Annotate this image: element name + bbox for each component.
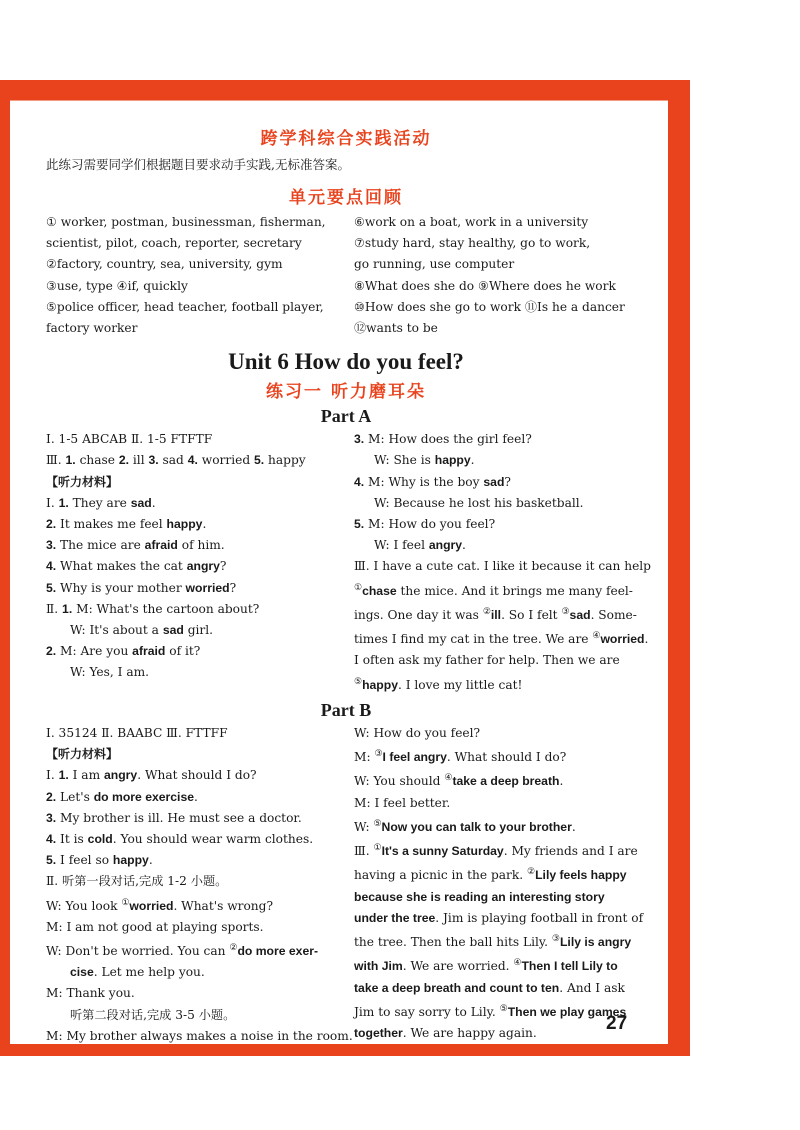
answer-line: Ⅰ. 1-5 ABCAB Ⅱ. 1-5 FTFTF — [46, 432, 213, 447]
part-b-left — [46, 723, 353, 1047]
transcript-line: 2. M: Are you afraid of it? — [46, 644, 201, 659]
transcript-line: 3. M: How does the girl feel? — [354, 432, 532, 447]
transcript-line: W: She is happy. — [374, 453, 475, 468]
transcript-line: I often ask my father for help. Then we are — [354, 653, 620, 668]
transcript-line: the tree. Then the ball hits Lily. ③Lily is angry — [354, 934, 632, 950]
review-line: scientist, pilot, coach, reporter, secretary — [46, 236, 302, 251]
transcript-line: Ⅰ. 1. They are sad. — [46, 495, 156, 510]
transcript-line: with Jim. We are worried. ④Then I tell Lily to — [354, 958, 618, 974]
unit-review-left — [46, 212, 338, 339]
transcript-line: M: I am not good at playing sports. — [46, 919, 264, 934]
page-frame-right — [668, 80, 690, 1056]
exercise-title: 练习一 听力磨耳朵 — [266, 382, 426, 403]
transcript-line: M: ③I feel angry. What should I do? — [354, 749, 567, 765]
review-line: ⑩How does she go to work ⑪Is he a dancer — [354, 299, 625, 314]
review-line: go running, use computer — [354, 257, 515, 272]
transcript-line: under the tree. Jim is playing football in front of — [354, 910, 644, 925]
part-a-title: Part A — [320, 406, 372, 427]
part-b-right — [354, 723, 646, 1047]
unit-title: Unit 6 How do you feel? — [228, 349, 464, 375]
material-label: 【听力材料】 — [46, 474, 119, 489]
transcript-line: 2. Let's do more exercise. — [46, 789, 198, 804]
part-a-right — [354, 429, 651, 696]
transcript-line: 4. It is cold. You should wear warm clothes. — [46, 831, 314, 846]
transcript-line: M: My brother always makes a noise in the room. — [46, 1028, 353, 1043]
unit-review-title: 单元要点回顾 — [289, 188, 403, 208]
part-a-answers — [46, 429, 651, 696]
unit-review-right — [354, 212, 646, 339]
transcript-line: 3. My brother is ill. He must see a doctor. — [46, 810, 302, 825]
review-line: ⑧What does she do ⑨Where does he work — [354, 278, 616, 293]
transcript-line: 5. Why is your mother worried? — [46, 580, 237, 595]
transcript-line: 5. I feel so happy. — [46, 853, 153, 868]
cross-subject-title: 跨学科综合实践活动 — [260, 129, 432, 149]
transcript-line: W: Yes, I am. — [70, 665, 150, 680]
page-frame-top — [0, 80, 690, 100]
review-line: factory worker — [46, 321, 138, 336]
transcript-line: W: Don't be worried. You can ②do more exer- — [46, 943, 319, 959]
review-line: ⑥work on a boat, work in a university — [354, 215, 589, 229]
transcript-line: 4. M: Why is the boy sad? — [354, 474, 511, 489]
material-label: 【听力材料】 — [46, 747, 119, 762]
review-line: ⑫wants to be — [354, 321, 438, 336]
transcript-line: 5. M: How do you feel? — [354, 517, 496, 532]
transcript-line: cise. Let me help you. — [70, 965, 205, 980]
review-line: ⑦study hard, stay healthy, go to work, — [354, 236, 591, 251]
transcript-line: having a picnic in the park. ②Lily feels happy — [354, 867, 627, 883]
transcript-line: 听第二段对话,完成 3-5 小题。 — [70, 1007, 236, 1022]
transcript-line: Ⅰ. 1. I am angry. What should I do? — [46, 768, 257, 783]
part-b-title: Part B — [320, 699, 372, 720]
unit-review-answers — [46, 212, 646, 339]
transcript-line: 3. The mice are afraid of him. — [46, 538, 225, 553]
transcript-line: Ⅱ. 1. M: What's the cartoon about? — [46, 601, 260, 616]
transcript-line: Ⅱ. 听第一段对话,完成 1-2 小题。 — [46, 874, 228, 889]
transcript-line: 2. It makes me feel happy. — [46, 517, 207, 532]
transcript-line: Jim to say sorry to Lily. ⑤Then we play games — [354, 1003, 627, 1019]
transcript-line: together. We are happy again. — [354, 1026, 537, 1041]
transcript-line: times I find my cat in the tree. We are ④worried. — [354, 631, 649, 647]
transcript-line: M: Thank you. — [46, 986, 135, 1001]
transcript-line: W: Because he lost his basketball. — [374, 495, 584, 510]
review-line: ②factory, country, sea, university, gym — [46, 257, 283, 272]
transcript-line: W: You should ④take a deep breath. — [354, 773, 564, 789]
review-line: ① worker, postman, businessman, fisherman, — [46, 215, 326, 229]
page-frame-left — [0, 80, 10, 1056]
page-number: 27 — [606, 1013, 628, 1034]
review-line: ③use, type ④if, quickly — [46, 278, 188, 293]
transcript-line: take a deep breath and count to ten. And I ask — [354, 980, 625, 995]
transcript-line: M: I feel better. — [354, 795, 451, 810]
part-a-left — [46, 429, 338, 696]
transcript-line: 4. What makes the cat angry? — [46, 559, 227, 574]
cross-subject-note: 此练习需要同学们根据题目要求动手实践,无标准答案。 — [46, 157, 350, 172]
transcript-line: Ⅲ. I have a cute cat. I like it because it can help — [354, 559, 651, 574]
transcript-line: ings. One day it was ②ill. So I felt ③sad. Some- — [354, 606, 637, 622]
page-content — [46, 100, 651, 1047]
part-b-answers — [46, 723, 646, 1047]
transcript-line: W: ⑤Now you can talk to your brother. — [354, 818, 576, 834]
answer-line: Ⅲ. 1. chase 2. ill 3. sad 4. worried 5. happy — [46, 453, 306, 468]
review-line: ⑤police officer, head teacher, football player, — [46, 299, 324, 314]
transcript-line: ⑤happy. I love my little cat! — [354, 676, 523, 692]
transcript-line: W: You look ①worried. What's wrong? — [46, 897, 273, 913]
transcript-line: W: I feel angry. — [374, 538, 466, 553]
transcript-line: ①chase the mice. And it brings me many feel- — [354, 582, 633, 598]
transcript-line: because she is reading an interesting story — [354, 889, 605, 904]
transcript-line: W: How do you feel? — [354, 725, 481, 740]
answer-line: Ⅰ. 35124 Ⅱ. BAABC Ⅲ. FTTFF — [46, 725, 228, 740]
transcript-line: Ⅲ. ①It's a sunny Saturday. My friends and I are — [354, 843, 638, 859]
transcript-line: W: It's about a sad girl. — [70, 623, 214, 638]
